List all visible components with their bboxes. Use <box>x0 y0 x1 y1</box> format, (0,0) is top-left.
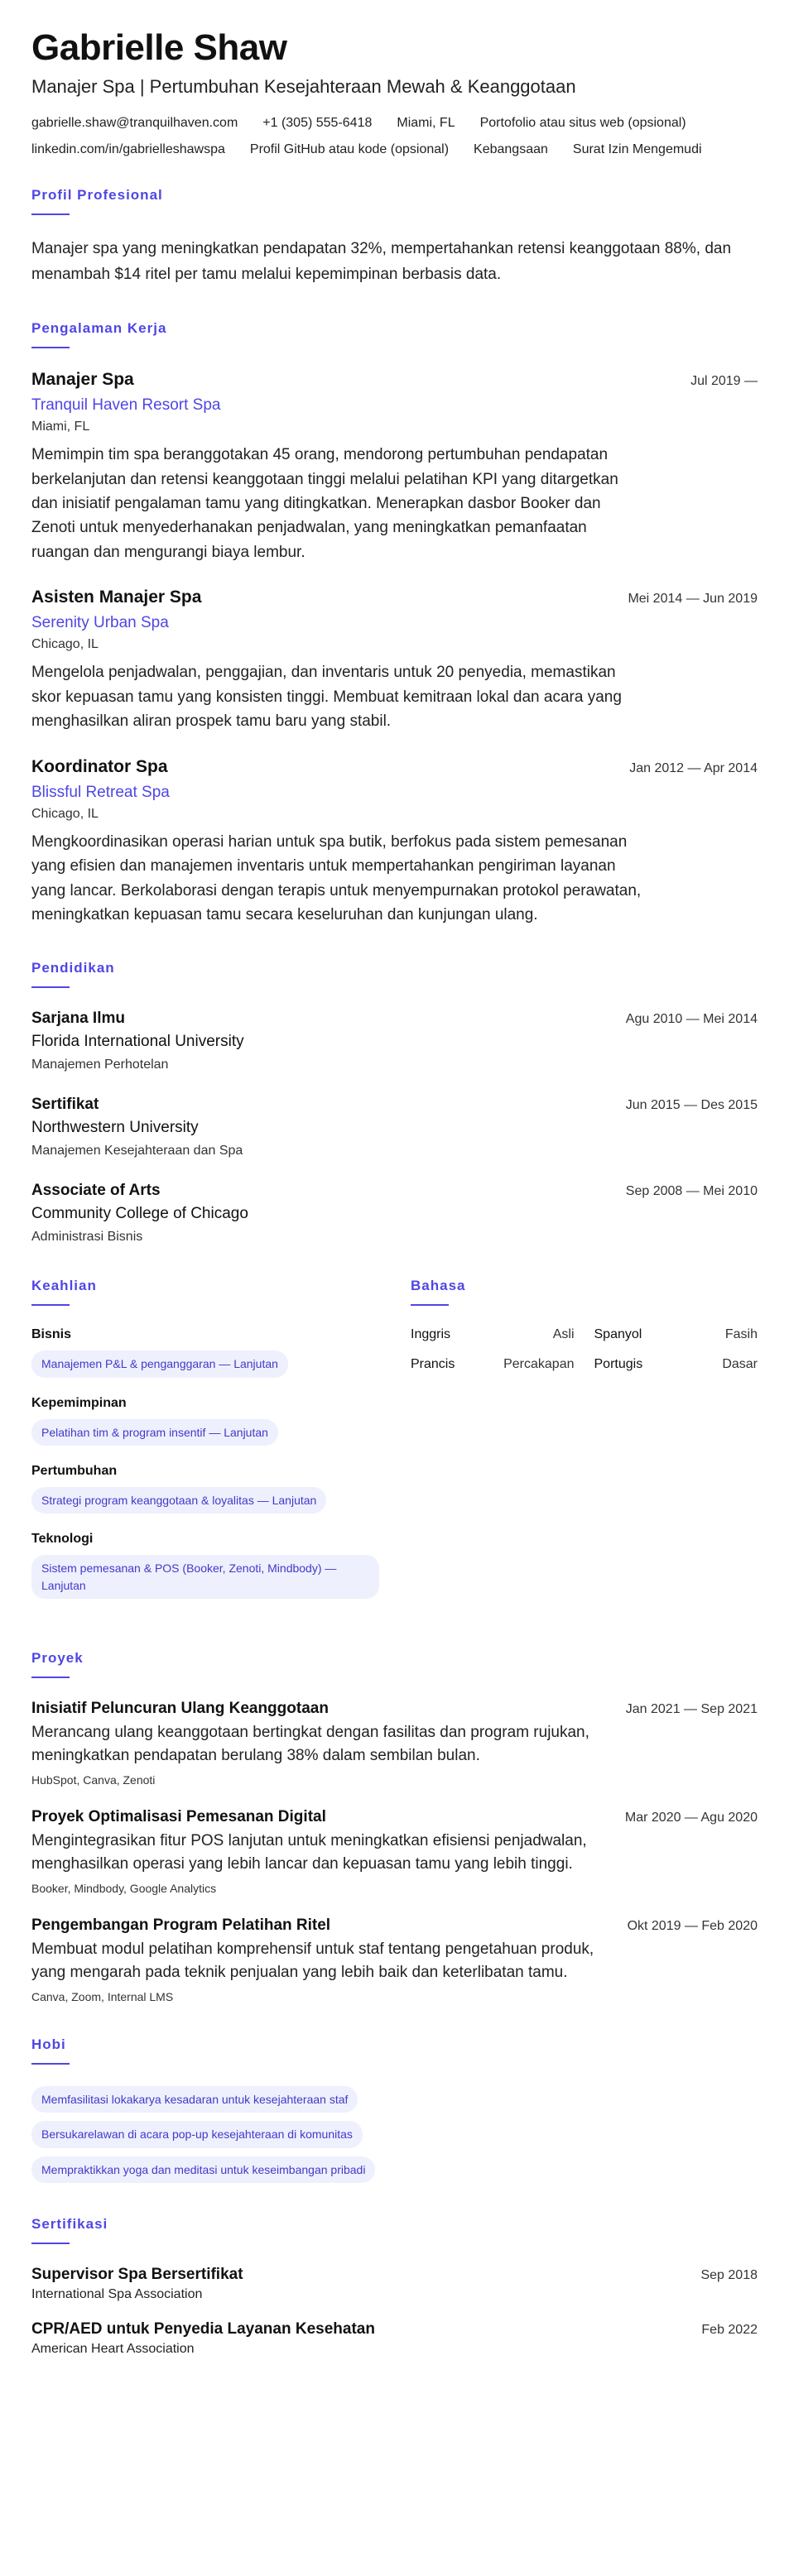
certification-entry <box>31 2320 758 2357</box>
job-location: Chicago, IL <box>31 637 99 652</box>
certification-issuer: International Spa Association <box>31 2286 203 2301</box>
education-school: Northwestern University <box>31 1119 199 1137</box>
section-divider <box>31 213 70 215</box>
project-description: Mengintegrasikan fitur POS lanjutan untuk meningkatkan efisiensi penjadwalan, menghasilkan operasi yang lebih lancar dan kepuasan tamu yang lebih tinggi. <box>31 1831 587 1873</box>
section-divider <box>31 2243 70 2244</box>
language-level: Asli <box>552 1327 575 1342</box>
contact-phone[interactable]: +1 (305) 555-6418 <box>262 116 373 131</box>
section-title: Sertifikasi <box>31 2215 108 2232</box>
project-tech: Booker, Mindbody, Google Analytics <box>31 1881 217 1895</box>
language-name: Spanyol <box>594 1327 642 1342</box>
section-title: Keahlian <box>31 1278 97 1294</box>
certification-name: Supervisor Spa Bersertifikat <box>31 2265 243 2283</box>
job-company: Tranquil Haven Resort Spa <box>31 396 221 415</box>
language-level: Percakapan <box>503 1357 575 1372</box>
education-degree: Sertifikat <box>31 1096 99 1114</box>
skill-pill: Manajemen P&L & penganggaran — Lanjutan <box>31 1350 288 1377</box>
section-title: Profil Profesional <box>31 187 163 204</box>
hobby-pill: Mempraktikkan yoga dan meditasi untuk keseimbangan pribadi <box>31 2156 375 2183</box>
project-entry <box>31 1808 758 1895</box>
job-location: Miami, FL <box>31 420 90 434</box>
languages-section <box>411 1278 758 1616</box>
contact-list <box>31 116 758 157</box>
skill-group <box>31 1396 379 1446</box>
language-item <box>411 1357 575 1372</box>
section-divider <box>31 347 70 348</box>
language-name: Prancis <box>411 1357 455 1372</box>
education-field: Administrasi Bisnis <box>31 1230 143 1245</box>
section-divider <box>31 2063 70 2065</box>
job-description: Mengelola penjadwalan, penggajian, dan inventaris untuk 20 penyedia, memastikan skor kepuasan tamu yang konsisten tinggi. Membuat kemitraan lokal dan acara yang menghasilkan aliran prospek tamu baru yang stabil. <box>31 664 622 731</box>
language-item <box>594 1357 758 1372</box>
profile-summary: Manajer spa yang meningkatkan pendapatan 32%, mempertahankan retensi keanggotaan 88%, dan menambah $14 ritel per tamu melalui kepemimpinan berbasis data. <box>31 240 732 283</box>
job-entry <box>31 757 758 928</box>
contact-driving-license: Surat Izin Mengemudi <box>572 142 702 157</box>
language-item <box>594 1327 758 1342</box>
certification-name: CPR/AED untuk Penyedia Layanan Kesehatan <box>31 2319 375 2338</box>
education-entry <box>31 1010 758 1072</box>
section-divider <box>411 1304 449 1306</box>
project-dates: Jan 2021 — Sep 2021 <box>625 1701 758 1716</box>
contact-github[interactable]: Profil GitHub atau kode (opsional) <box>249 142 450 157</box>
education-dates: Jun 2015 — Des 2015 <box>625 1098 758 1113</box>
hobby-pill: Memfasilitasi lokakarya kesadaran untuk kesejahteraan staf <box>31 2086 358 2113</box>
job-title: Koordinator Spa <box>31 756 168 776</box>
contact-nationality: Kebangsaan <box>474 142 548 157</box>
project-title: Proyek Optimalisasi Pemesanan Digital <box>31 1807 326 1825</box>
education-degree: Associate of Arts <box>31 1182 161 1200</box>
skill-group-name: Teknologi <box>31 1532 94 1547</box>
education-field: Manajemen Perhotelan <box>31 1058 169 1072</box>
contact-email[interactable]: gabrielle.shaw@tranquilhaven.com <box>31 116 238 131</box>
skill-pill: Pelatihan tim & program insentif — Lanjutan <box>31 1419 278 1446</box>
language-level: Fasih <box>724 1327 758 1342</box>
section-title: Pendidikan <box>31 960 115 976</box>
projects-section <box>31 1650 758 2003</box>
section-title: Pengalaman Kerja <box>31 320 167 337</box>
skills-languages-row <box>31 1278 758 1616</box>
education-section <box>31 960 758 1245</box>
language-name: Inggris <box>411 1327 451 1342</box>
certification-date: Feb 2022 <box>701 2322 758 2337</box>
skill-group <box>31 1464 379 1513</box>
project-title: Pengembangan Program Pelatihan Ritel <box>31 1916 331 1934</box>
skill-group-name: Kepemimpinan <box>31 1395 127 1410</box>
job-description: Mengkoordinasikan operasi harian untuk spa butik, berfokus pada sistem pemesanan yang efisien dan manajemen inventaris untuk mempertahankan pengiriman layanan yang lancar. Berkolaborasi dengan terapis untuk menyempurnakan protokol perawatan, meningkatkan kepuasan tamu secara keseluruhan dan kunjungan ulang. <box>31 832 642 923</box>
job-entry <box>31 370 758 564</box>
skill-pill: Sistem pemesanan & POS (Booker, Zenoti, Mindbody) — Lanjutan <box>31 1555 379 1599</box>
job-company: Serenity Urban Spa <box>31 614 169 632</box>
hobby-pill: Bersukarelawan di acara pop-up kesejahteraan di komunitas <box>31 2121 363 2147</box>
project-entry <box>31 1916 758 2003</box>
certification-entry <box>31 2266 758 2302</box>
job-title: Asisten Manajer Spa <box>31 588 202 607</box>
education-entry <box>31 1182 758 1245</box>
job-dates: Jul 2019 — <box>690 374 758 389</box>
language-name: Portugis <box>594 1357 643 1372</box>
job-dates: Jan 2012 — Apr 2014 <box>629 760 758 775</box>
project-entry <box>31 1700 758 1787</box>
hobbies-section <box>31 2036 758 2183</box>
skill-group-name: Pertumbuhan <box>31 1464 118 1479</box>
education-entry <box>31 1096 758 1158</box>
section-title: Hobi <box>31 2036 66 2052</box>
language-grid <box>411 1327 758 1372</box>
section-title: Proyek <box>31 1649 84 1666</box>
job-location: Chicago, IL <box>31 806 99 821</box>
section-divider <box>31 1677 70 1678</box>
language-level: Dasar <box>722 1357 758 1372</box>
candidate-headline: Manajer Spa | Pertumbuhan Kesejahteraan Mewah & Keanggotaan <box>31 76 576 98</box>
job-title: Manajer Spa <box>31 370 134 390</box>
job-company: Blissful Retreat Spa <box>31 783 170 801</box>
section-divider <box>31 986 70 988</box>
education-school: Community College of Chicago <box>31 1205 248 1223</box>
experience-section <box>31 320 758 927</box>
section-title: Bahasa <box>411 1278 466 1294</box>
skill-group <box>31 1532 379 1599</box>
job-entry <box>31 588 758 733</box>
project-description: Merancang ulang keanggotaan bertingkat dengan fasilitas dan program rujukan, meningkatkan pendapatan berulang 38% dalam sembilan bulan. <box>31 1723 589 1765</box>
resume-header <box>31 28 758 157</box>
skill-group-name: Bisnis <box>31 1327 72 1342</box>
contact-location: Miami, FL <box>397 116 455 131</box>
certification-date: Sep 2018 <box>700 2267 758 2282</box>
education-dates: Sep 2008 — Mei 2010 <box>625 1184 758 1199</box>
section-divider <box>31 1304 70 1306</box>
project-description: Membuat modul pelatihan komprehensif untuk staf tentang pengetahuan produk, yang mengarah pada teknik penjualan yang lebih baik dan keterlibatan tamu. <box>31 1940 594 1982</box>
education-school: Florida International University <box>31 1033 244 1051</box>
project-dates: Mar 2020 — Agu 2020 <box>624 1810 758 1825</box>
education-degree: Sarjana Ilmu <box>31 1010 125 1028</box>
certifications-section <box>31 2216 758 2357</box>
job-description: Memimpin tim spa beranggotakan 45 orang, mendorong pertumbuhan pendapatan berkelanjutan dan retensi keanggotaan tinggi melalui pelatihan KPI yang ditargetkan dan inisiatif pengalaman tamu yang ditingkatkan. Menerapkan dasbor Booker dan Zenoti untuk menyederhanakan penjadwalan, yang meningkatkan pemanfaatan ruangan dan mengurangi biaya lembur. <box>31 446 618 561</box>
project-dates: Okt 2019 — Feb 2020 <box>627 1918 758 1933</box>
candidate-name: Gabrielle Shaw <box>31 27 287 68</box>
language-item <box>411 1327 575 1342</box>
project-title: Inisiatif Peluncuran Ulang Keanggotaan <box>31 1699 329 1717</box>
job-dates: Mei 2014 — Jun 2019 <box>628 592 758 607</box>
profile-section <box>31 187 758 287</box>
project-tech: Canva, Zoom, Internal LMS <box>31 1989 174 2003</box>
skill-pill: Strategi program keanggotaan & loyalitas — Lanjutan <box>31 1487 326 1513</box>
certification-issuer: American Heart Association <box>31 2341 195 2356</box>
skill-group <box>31 1327 379 1377</box>
education-dates: Agu 2010 — Mei 2014 <box>625 1012 758 1027</box>
contact-portfolio[interactable]: Portofolio atau situs web (opsional) <box>479 116 686 131</box>
education-field: Manajemen Kesejahteraan dan Spa <box>31 1144 243 1158</box>
skills-section <box>31 1278 379 1616</box>
project-tech: HubSpot, Canva, Zenoti <box>31 1772 156 1787</box>
contact-linkedin[interactable]: linkedin.com/in/gabrielleshawspa <box>31 142 225 157</box>
